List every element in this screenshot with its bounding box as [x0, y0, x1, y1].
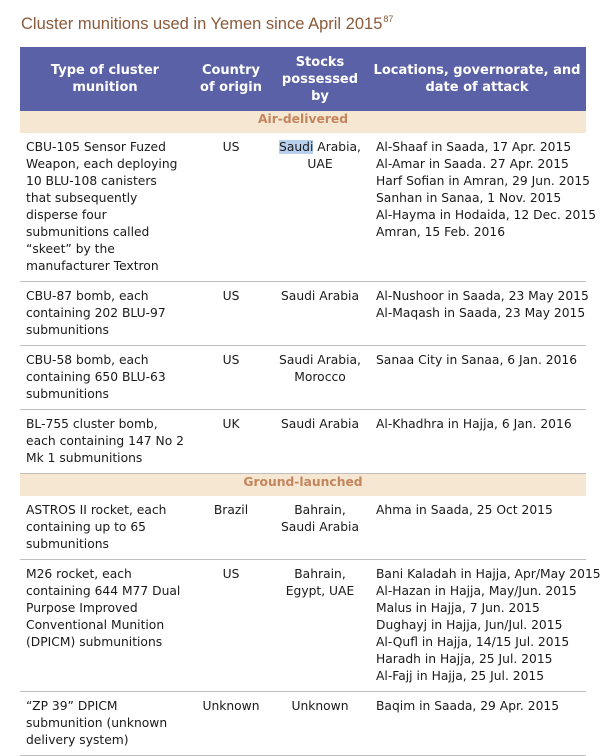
location-entry: Al-Qufl in Hajja, 14/15 Jul. 2015 [376, 635, 570, 649]
stocks-possessed: Unknown [272, 692, 368, 756]
location-entry: Malus in Hajja, 7 Jun. 2015 [376, 601, 540, 615]
footnote-ref: 87 [383, 14, 394, 24]
table-row [20, 282, 586, 346]
munition-type: ASTROS II rocket, each containing up to 65 submunitions [20, 496, 190, 560]
stocks-possessed: Saudi Arabia, UAE [272, 133, 368, 282]
location-entry: Al-Fajj in Hajja, 25 Jul. 2015 [376, 669, 545, 683]
attack-locations [368, 560, 601, 692]
stocks-possessed: Saudi Arabia [272, 282, 368, 346]
text-selection[interactable]: Saudi [279, 140, 314, 154]
table-row [20, 346, 586, 410]
location-entry: Baqim in Saada, 29 Apr. 2015 [376, 699, 560, 713]
table-row [20, 692, 586, 756]
location-entry: Amran, 15 Feb. 2016 [376, 225, 506, 239]
country-of-origin: US [190, 346, 272, 410]
header-locations: Locations, governorate, and date of attack [368, 47, 586, 111]
attack-locations [368, 133, 597, 282]
country-of-origin: Brazil [190, 496, 272, 560]
location-entry: Ahma in Saada, 25 Oct 2015 [376, 503, 553, 517]
header-type: Type of cluster munition [20, 47, 190, 111]
table-title: Cluster munitions used in Yemen since April 2015$^{87}$ [21, 14, 394, 33]
attack-locations [368, 692, 586, 756]
country-of-origin: Unknown [190, 692, 272, 756]
country-of-origin: US [190, 282, 272, 346]
attack-locations [368, 410, 586, 474]
stocks-possessed: Bahrain, Egypt, UAE [272, 560, 368, 692]
location-entry: Al-Amar in Saada. 27 Apr. 2015 [376, 157, 569, 171]
table-row [20, 560, 586, 692]
munition-type: “ZP 39” DPICM submunition (unknown delivery system) [20, 692, 190, 756]
location-entry: Harf Sofian in Amran, 29 Jun. 2015 [376, 174, 590, 188]
stocks-possessed: Saudi Arabia, Morocco [272, 346, 368, 410]
country-of-origin: UK [190, 410, 272, 474]
location-entry: Al-Hazan in Hajja, May/Jun. 2015 [376, 584, 577, 598]
munitions-table [20, 47, 601, 756]
location-entry: Al-Nushoor in Saada, 23 May 2015 [376, 289, 589, 303]
munition-type: M26 rocket, each containing 644 M77 Dual Purpose Improved Conventional Munition (DPICM) submunitions [20, 560, 190, 692]
table-row [20, 410, 586, 474]
munition-type: CBU-87 bomb, each containing 202 BLU-97 submunitions [20, 282, 190, 346]
section-ground-launched [20, 474, 586, 497]
stocks-possessed: Saudi Arabia [272, 410, 368, 474]
location-entry: Al-Hayma in Hodaida, 12 Dec. 2015 [376, 208, 597, 222]
table-row [20, 496, 586, 560]
section-air-delivered [20, 111, 586, 133]
header-stocks: Stocks possessed by [272, 47, 368, 111]
stocks-possessed: Bahrain, Saudi Arabia [272, 496, 368, 560]
attack-locations [368, 346, 586, 410]
location-entry: Al-Maqash in Saada, 23 May 2015 [376, 306, 586, 320]
munition-type: CBU-105 Sensor Fuzed Weapon, each deploying 10 BLU-108 canisters that subsequently disperse four submunitions called “skeet” by the manufacturer Textron [20, 133, 190, 282]
header-country: Country of origin [190, 47, 272, 111]
location-entry: Al-Khadhra in Hajja, 6 Jan. 2016 [376, 417, 572, 431]
location-entry: Haradh in Hajja, 25 Jul. 2015 [376, 652, 553, 666]
table-row [20, 133, 586, 282]
country-of-origin: US [190, 133, 272, 282]
location-entry: Dughayj in Hajja, Jun/Jul. 2015 [376, 618, 563, 632]
attack-locations [368, 282, 589, 346]
location-entry: Sanaa City in Sanaa, 6 Jan. 2016 [376, 353, 578, 367]
location-entry: Al-Shaaf in Saada, 17 Apr. 2015 [376, 140, 572, 154]
attack-locations [368, 496, 586, 560]
munition-type: BL-755 cluster bomb, each containing 147 No 2 Mk 1 submunitions [20, 410, 190, 474]
munition-type: CBU-58 bomb, each containing 650 BLU-63 submunitions [20, 346, 190, 410]
country-of-origin: US [190, 560, 272, 692]
header-row [20, 47, 586, 111]
location-entry: Bani Kaladah in Hajja, Apr/May 2015 [376, 567, 601, 581]
section-label: Air-delivered [20, 111, 586, 133]
location-entry: Sanhan in Sanaa, 1 Nov. 2015 [376, 191, 562, 205]
section-label: Ground-launched [20, 474, 586, 497]
